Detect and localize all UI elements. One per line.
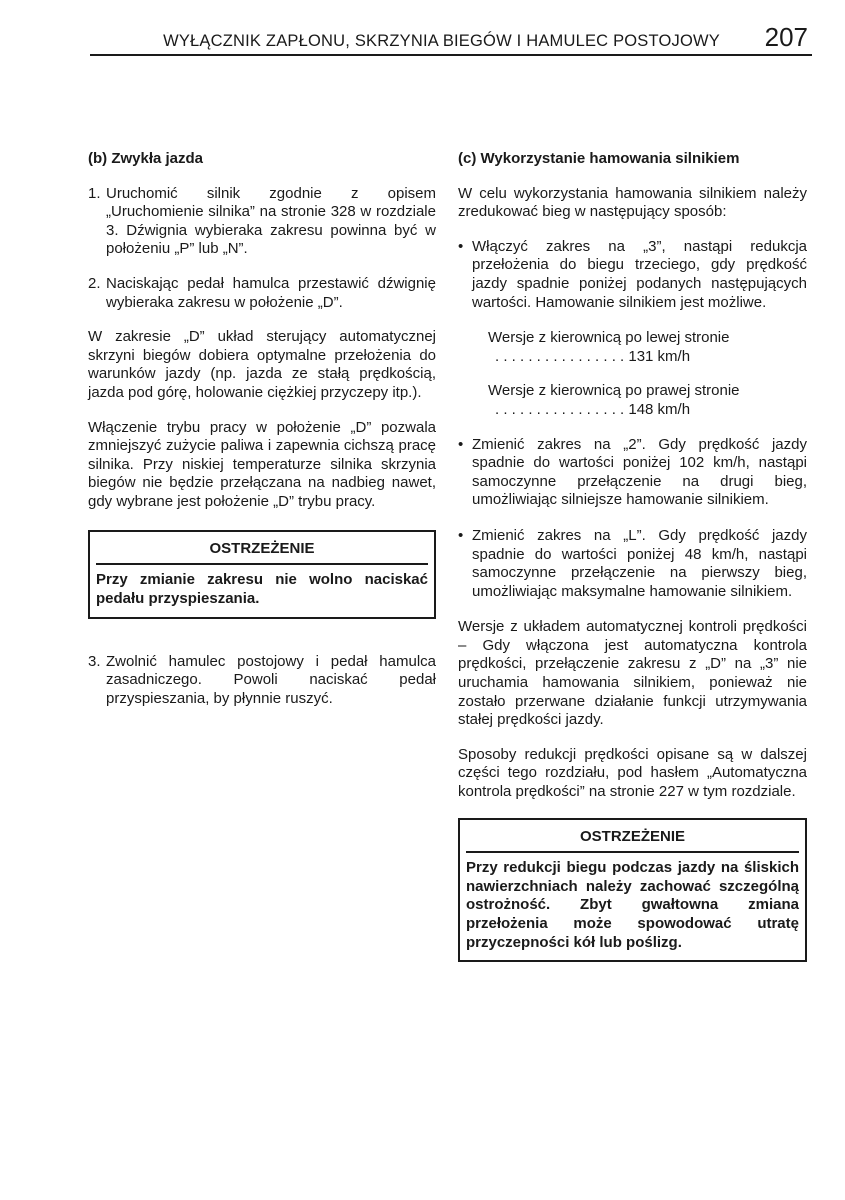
list-number: 2. (88, 274, 101, 292)
list-number: 1. (88, 184, 101, 202)
section-heading-c: (c) Wykorzystanie hamowania silnikiem (458, 150, 740, 167)
bullet-glyph: • (458, 237, 464, 255)
warning-box-left (88, 530, 436, 619)
bullet-text: Włączyć zakres na „3”, nastąpi redukcja przełożenia do biegu trzeciego, gdy prędkość jazdy spadnie poniżej podanych następujących wartości. Hamowanie silnikiem jest możliwe. (472, 237, 807, 311)
list-item-1 (88, 185, 436, 259)
list-text: Uruchomić silnik zgodnie z opisem „Uruchomienie silnika” na stronie 328 w rozdziale 3. Dźwignia wybieraka zakresu powinna być w położeniu „P” lub „N”. (106, 184, 436, 258)
speed-label: Wersje z kierownicą po prawej stronie (488, 382, 740, 400)
list-text: Zwolnić hamulec postojowy i pedał hamulca zasadniczego. Powoli naciskać pedał przyspieszania, by płynnie ruszyć. (106, 652, 436, 707)
list-item-3 (88, 653, 436, 709)
warning-title: OSTRZEŻENIE (466, 820, 799, 854)
paragraph-reference: Sposoby redukcji prędkości opisane są w dalszej części tego rozdziału, pod hasłem „Automatyczna kontrola prędkości” na stronie 227 w tym rozdziale. (458, 745, 807, 801)
speed-value: . . . . . . . . . . . . . . . . 148 km/h (495, 400, 691, 418)
speed-entry-right-hand (488, 382, 807, 419)
speed-label: Wersje z kierownicą po lewej stronie (488, 329, 730, 347)
paragraph-d-range: W zakresie „D” układ sterujący automatycznej skrzyni biegów dobiera optymalne przełożenia do warunków jazdy (np. jazda ze stałą prędkością, jazda pod górę, holowanie ciężkiej przyczepy itp.). (88, 328, 436, 401)
bullet-item-l (458, 527, 807, 601)
list-number: 3. (88, 652, 101, 670)
page-header (90, 24, 812, 56)
header-title: WYŁĄCZNIK ZAPŁONU, SKRZYNIA BIEGÓW I HAMULEC POSTOJOWY (163, 32, 720, 50)
right-column (458, 150, 807, 962)
warning-box-right (458, 818, 807, 963)
intro-paragraph: W celu wykorzystania hamowania silnikiem należy zredukować bieg w następujący sposób: (458, 184, 807, 221)
speed-value: . . . . . . . . . . . . . . . . 131 km/h (495, 347, 691, 365)
bullet-glyph: • (458, 526, 464, 544)
warning-body: Przy zmianie zakresu nie wolno naciskać pedału przyspieszania. (96, 571, 428, 607)
left-column (88, 150, 436, 724)
bullet-text: Zmienić zakres na „2”. Gdy prędkość jazdy spadnie do wartości poniżej 102 km/h, nastąpi samoczynne przełączenie na drugi bieg, umożliwiając silniejsze hamowanie silnikiem. (472, 435, 807, 509)
bullet-glyph: • (458, 435, 464, 453)
warning-body: Przy redukcji biegu podczas jazdy na śliskich nawierzchniach należy zachować szczególną ostrożność. Zbyt gwałtowna zmiana przełożenia może spowodować utratę przyczepności kół lub poślizg. (466, 859, 799, 951)
list-item-2 (88, 275, 436, 312)
bullet-text: Zmienić zakres na „L”. Gdy prędkość jazdy spadnie do wartości poniżej 48 km/h, nastąpi samoczynne przełączenie na pierwszy bieg, umożliwiając maksymalne hamowanie silnikiem. (472, 526, 807, 600)
speed-entry-left-hand (488, 329, 807, 366)
section-heading-b: (b) Zwykła jazda (88, 150, 204, 167)
list-text: Naciskając pedał hamulca przestawić dźwignię wybieraka zakresu w położenie „D”. (106, 274, 436, 311)
bullet-item-3 (458, 238, 807, 312)
warning-title: OSTRZEŻENIE (96, 532, 428, 566)
page-number: 207 (764, 22, 808, 52)
bullet-item-2 (458, 436, 807, 510)
paragraph-cruise-control: Wersje z układem automatycznej kontroli prędkości – Gdy włączona jest automatyczna kontrola prędkości, przełączenie zakresu z „D” na „3” nie uruchamia hamowania silnikiem, ponieważ nie zostało przerwane działanie funkcji utrzymywania stałej prędkości jazdy. (458, 618, 807, 729)
paragraph-fuel: Włączenie trybu pracy w położenie „D” pozwala zmniejszyć zużycie paliwa i zapewnia cichszą pracę silnika. Przy niskiej temperaturze silnika skrzynia biegów nie będzie przełączana na nadbieg nawet, gdy wybrane jest położenie „D” trybu pracy. (88, 418, 436, 510)
